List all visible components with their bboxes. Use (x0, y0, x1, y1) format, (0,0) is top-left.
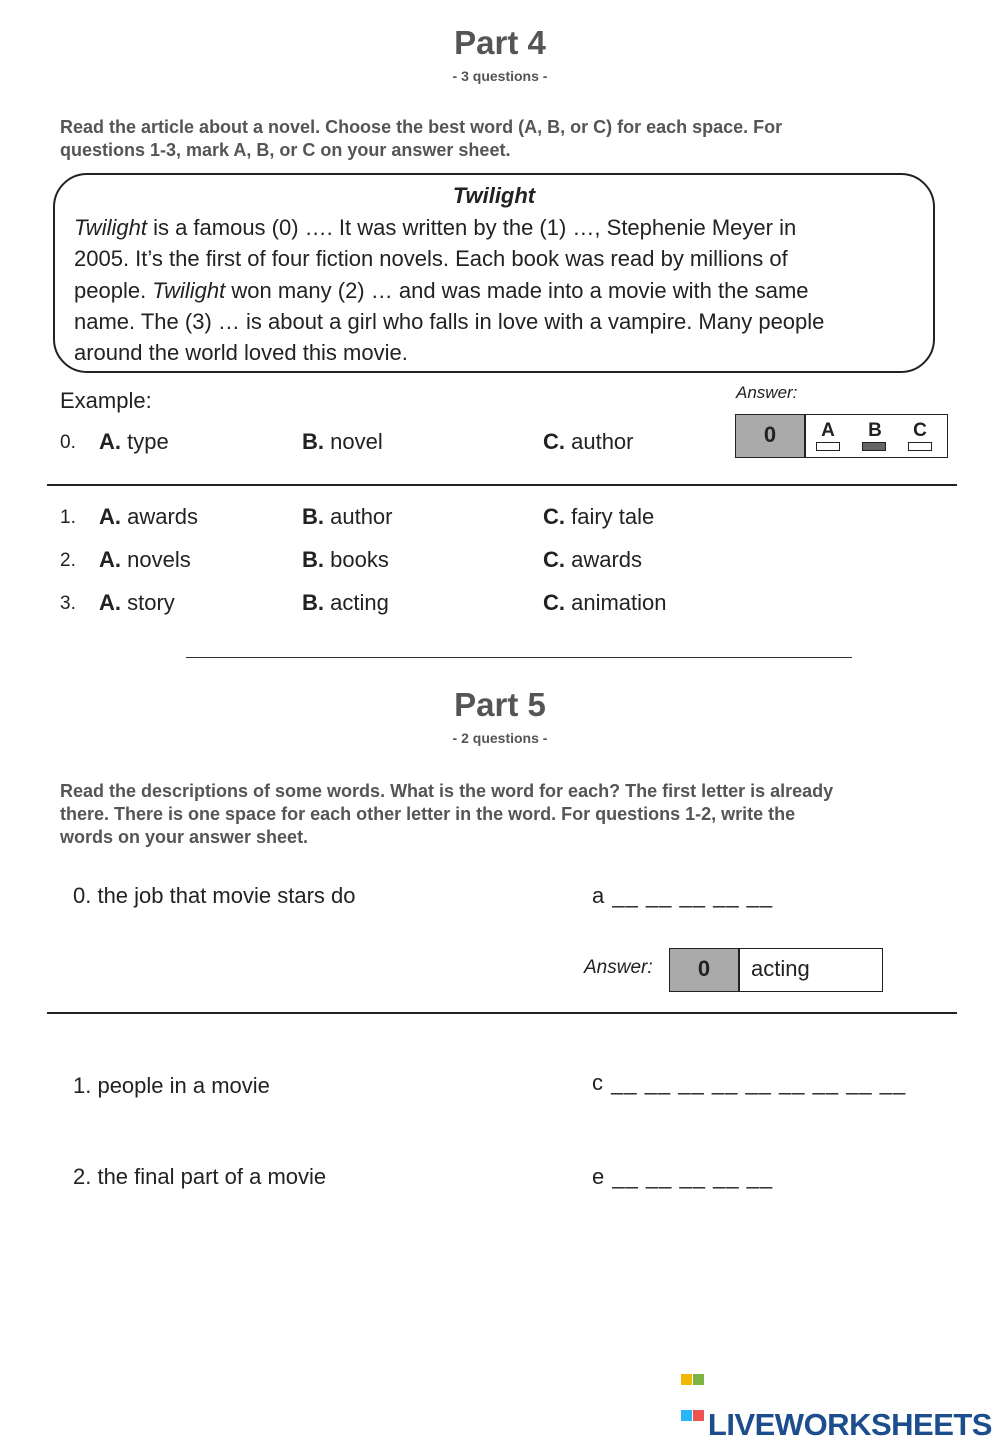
question-3-option-c[interactable] (543, 590, 667, 616)
part4-subtitle: - 3 questions - (452, 68, 548, 84)
question-1-option-c[interactable] (543, 504, 654, 530)
example-blank: a __ __ __ __ __ (592, 883, 774, 908)
question-3-option-a[interactable] (99, 590, 175, 616)
part5-instructions (60, 780, 960, 849)
part4-instructions-line2: questions 1-3, mark A, B, or C on your answer sheet. (60, 140, 511, 160)
option-text: novels (121, 547, 191, 572)
answer-number: 0 (736, 415, 804, 457)
question-3-option-b[interactable] (302, 590, 389, 616)
article-line-3-start: people. (74, 278, 153, 303)
part4-instructions (60, 116, 940, 162)
question-1-blank[interactable]: c __ __ __ __ __ __ __ __ __ (592, 1070, 907, 1095)
answer-letter-a: A (821, 420, 835, 441)
option-letter: C. (543, 547, 565, 572)
answer-number: 0 (670, 949, 738, 991)
option-text: fairy tale (565, 504, 655, 529)
option-letter: B. (302, 504, 324, 529)
article-italic-title: Twilight (74, 215, 147, 240)
option-text: awards (565, 547, 643, 572)
question-1-option-a[interactable] (99, 504, 198, 530)
part5-instructions-line2: there. There is one space for each other letter in the word. For questions 1-2, write the (60, 804, 796, 824)
option-letter: A. (99, 504, 121, 529)
option-letter: C. (543, 429, 565, 454)
answer-label: Answer: (584, 957, 653, 978)
option-text: books (324, 547, 389, 572)
question-2-blank[interactable]: e __ __ __ __ __ (592, 1164, 774, 1189)
question-number: 3. (60, 593, 76, 614)
question-1-description: 1. people in a movie (73, 1073, 270, 1098)
article-line-1 (74, 215, 796, 241)
answer-mark-a[interactable] (816, 442, 840, 451)
answer-label: Answer: (736, 383, 798, 402)
answer-divider (804, 415, 806, 457)
option-text: awards (121, 504, 199, 529)
article-title: Twilight (452, 183, 536, 208)
option-text: author (565, 429, 634, 454)
divider (47, 484, 957, 486)
logo-grid-icon (681, 1374, 705, 1398)
part5-title: Part 5 (454, 686, 546, 723)
option-letter: C. (543, 504, 565, 529)
option-text: author (324, 504, 393, 529)
article-line-3-text: won many (2) … and was made into a movie with the same (225, 278, 809, 303)
option-letter: A. (99, 429, 121, 454)
article-line-2: 2005. It’s the first of four fiction novels. Each book was read by millions of (74, 246, 788, 271)
section-divider (186, 657, 852, 658)
question-2-option-a[interactable] (99, 547, 191, 573)
article-line-5: around the world loved this movie. (74, 340, 408, 365)
option-letter: C. (543, 590, 565, 615)
answer-letter-c: C (913, 420, 927, 441)
option-letter: B. (302, 547, 324, 572)
answer-letter-b: B (868, 420, 882, 441)
question-2-option-b[interactable] (302, 547, 389, 573)
part4-instructions-line1: Read the article about a novel. Choose the best word (A, B, or C) for each space. For (60, 117, 783, 137)
article-line-1-text: is a famous (0) …. It was written by the (1) …, Stephenie Meyer in (146, 215, 797, 240)
part5-instructions-line3: words on your answer sheet. (60, 827, 309, 847)
answer-word: acting (751, 956, 810, 981)
option-letter: B. (302, 429, 324, 454)
article-line-3 (74, 278, 809, 304)
option-text: story (121, 590, 175, 615)
example-option-b (302, 429, 383, 455)
part5-subtitle: - 2 questions - (452, 730, 548, 746)
question-1-option-b[interactable] (302, 504, 393, 530)
question-2-description: 2. the final part of a movie (73, 1164, 327, 1189)
liveworksheets-logo[interactable] (681, 1374, 992, 1443)
article-italic-title: Twilight (152, 278, 226, 303)
example-description: 0. the job that movie stars do (73, 883, 356, 908)
article-line-4: name. The (3) … is about a girl who falls in love with a vampire. Many people (74, 309, 825, 334)
question-number: 1. (60, 507, 76, 528)
example-number: 0. (60, 432, 76, 453)
option-letter: B. (302, 590, 324, 615)
example-label: Example: (60, 388, 152, 413)
part5-instructions-line1: Read the descriptions of some words. What is the word for each? The first letter is already (60, 781, 834, 801)
option-text: acting (324, 590, 389, 615)
question-number: 2. (60, 550, 76, 571)
question-2-option-c[interactable] (543, 547, 642, 573)
part4-title: Part 4 (454, 24, 546, 61)
option-text: novel (324, 429, 383, 454)
option-letter: A. (99, 547, 121, 572)
example-option-c (543, 429, 634, 455)
logo-text: LIVEWORKSHEETS (707, 1407, 992, 1442)
answer-mark-c[interactable] (908, 442, 932, 451)
option-text: animation (565, 590, 667, 615)
option-text: type (121, 429, 169, 454)
answer-mark-b[interactable] (862, 442, 886, 451)
option-letter: A. (99, 590, 121, 615)
answer-divider (738, 949, 740, 991)
divider (47, 1012, 957, 1014)
example-option-a (99, 429, 169, 455)
